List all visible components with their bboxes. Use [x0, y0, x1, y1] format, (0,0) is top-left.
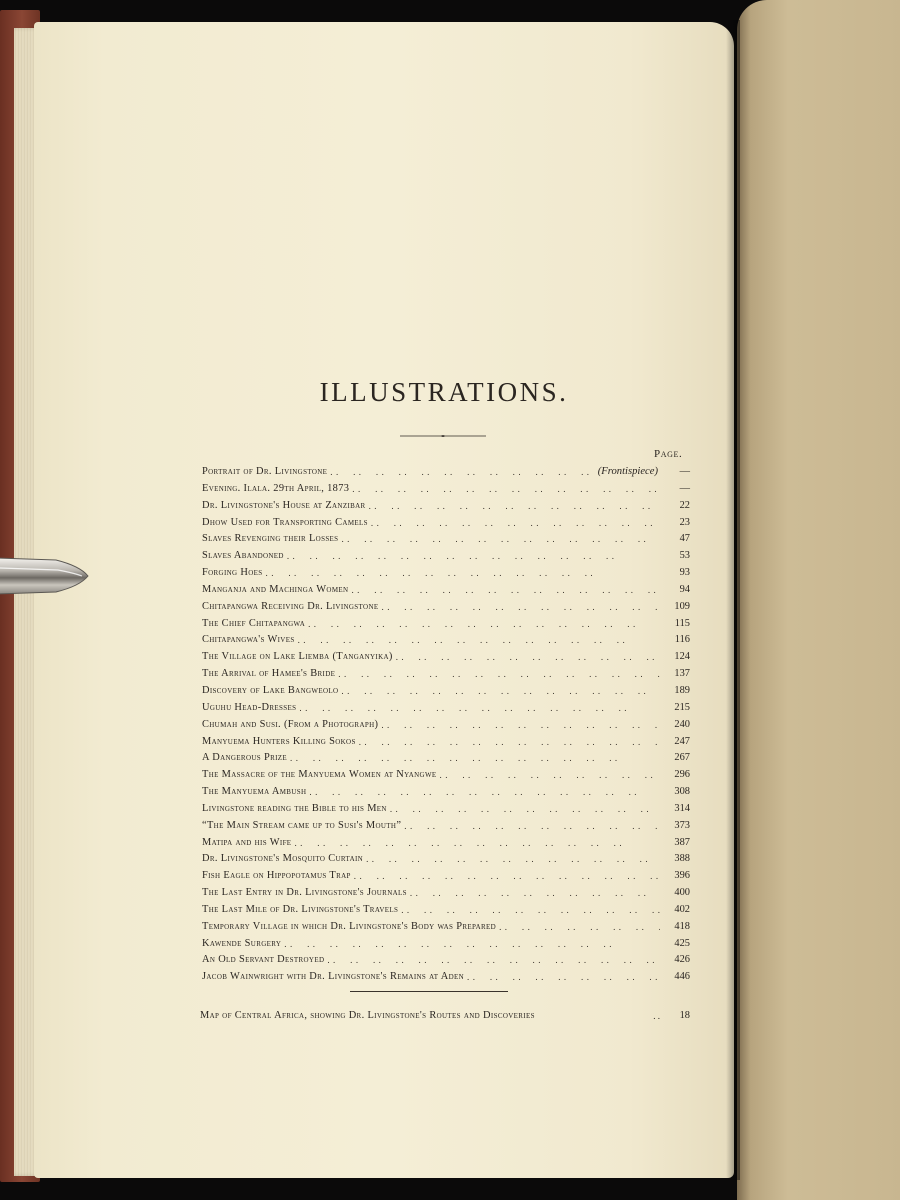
illustration-entry: [202, 632, 692, 649]
illustration-entry: [202, 548, 692, 565]
map-entry-page: 18: [679, 1010, 690, 1021]
illustration-entry: [202, 464, 692, 481]
entry-title: “The Main Stream came up to Susi's Mouth”: [202, 819, 402, 831]
leader-dots: [404, 818, 660, 835]
entry-title: The Last Mile of Dr. Livingstone's Travels: [202, 903, 399, 915]
illustration-entry: [202, 599, 692, 616]
illustration-entry: [202, 885, 692, 902]
leader-dots: [298, 632, 660, 649]
leader-dots: [440, 767, 660, 784]
entry-title: The Village on Lake Liemba (Tanganyika): [202, 651, 393, 663]
entry-note: (Frontispiece): [597, 466, 658, 477]
entry-page: 94: [679, 583, 690, 595]
leader-dots: [290, 750, 660, 767]
leader-dots: [371, 515, 660, 532]
entry-page: 425: [674, 937, 690, 949]
entry-title: Manganja and Machinga Women: [202, 583, 349, 595]
entry-title: Slaves Revenging their Losses: [202, 533, 339, 545]
entry-title: The Massacre of the Manyuema Women at Nyangwe: [202, 769, 437, 781]
entry-page: 116: [674, 634, 690, 646]
entry-page: 22: [679, 499, 690, 511]
page-title: ILLUSTRATIONS.: [319, 377, 569, 407]
illustration-entry: [202, 936, 692, 953]
entry-page: 400: [674, 887, 690, 899]
entry-title: Matipa and his Wife: [202, 836, 292, 848]
ornamental-rule: [400, 435, 486, 437]
illustrations-list: [202, 464, 692, 986]
entry-title: Fish Eagle on Hippopotamus Trap: [202, 870, 351, 882]
illustration-entry: [202, 649, 692, 666]
illustration-entry: [202, 868, 692, 885]
entry-page: 47: [679, 533, 690, 545]
leader-dots: [266, 565, 660, 582]
entry-title: Uguhu Head-Dresses: [202, 701, 297, 713]
entry-page: 23: [679, 516, 690, 528]
entry-page: 314: [674, 802, 690, 814]
entry-title: The Last Entry in Dr. Livingstone's Journals: [202, 887, 407, 899]
entry-title: Kawende Surgery: [202, 937, 282, 949]
leader-dots: [381, 717, 660, 734]
illustration-entry: [202, 582, 692, 599]
illustration-entry: [202, 717, 692, 734]
entry-page: 402: [674, 903, 690, 915]
entry-page: 109: [674, 600, 690, 612]
entry-title: An Old Servant Destroyed: [202, 954, 325, 966]
entry-title: Dhow Used for Transporting Camels: [202, 516, 368, 528]
entry-page: 267: [674, 752, 690, 764]
leader-dots: . .: [653, 1011, 660, 1021]
entry-page: —: [679, 466, 690, 477]
illustration-entry: [202, 498, 692, 515]
leader-dots: [354, 868, 660, 885]
illustration-entry: [202, 919, 692, 936]
entry-page: 124: [674, 651, 690, 663]
entry-page: 388: [674, 853, 690, 865]
section-divider: [350, 991, 508, 992]
leader-dots: [359, 734, 660, 751]
facing-page: [737, 0, 900, 1200]
leader-dots: [396, 649, 660, 666]
leader-dots: [382, 599, 661, 616]
entry-title: Evening. Ilala. 29th April, 1873: [202, 482, 350, 494]
entry-page: 446: [674, 971, 690, 983]
silver-bookmark-icon: [0, 548, 92, 604]
entry-page: 189: [674, 684, 690, 696]
page-column-label: Page.: [654, 448, 683, 460]
entry-title: Chumah and Susi. (From a Photograph): [202, 718, 379, 730]
entry-page: 426: [674, 954, 690, 966]
entry-page: 93: [679, 567, 690, 579]
leader-dots: [369, 498, 660, 515]
leader-dots: [330, 464, 594, 481]
entry-title: Portrait of Dr. Livingstone: [202, 466, 328, 477]
entry-title: Chitapangwa's Wives: [202, 634, 295, 646]
leader-dots: [499, 919, 660, 936]
entry-title: Chitapangwa Receiving Dr. Livingstone: [202, 600, 379, 612]
illustration-entry: [202, 750, 692, 767]
leader-dots: [327, 952, 660, 969]
entry-page: 373: [674, 819, 690, 831]
illustration-entry: [202, 801, 692, 818]
entry-page: 396: [674, 870, 690, 882]
leader-dots: [287, 548, 660, 565]
illustration-entry: [202, 515, 692, 532]
illustration-entry: [202, 835, 692, 852]
illustration-entry: [202, 952, 692, 969]
leader-dots: [338, 666, 660, 683]
leader-dots: [284, 936, 660, 953]
entry-page: —: [679, 482, 690, 494]
leader-dots: [309, 784, 660, 801]
leader-dots: [366, 851, 660, 868]
entry-page: 308: [674, 786, 690, 798]
entry-page: 53: [679, 550, 690, 562]
illustration-entry: [202, 616, 692, 633]
entry-title: Temporary Village in which Dr. Livingstone's Body was Prepared: [202, 920, 497, 932]
illustration-entry: [202, 734, 692, 751]
illustration-entry: [202, 683, 692, 700]
entry-title: Manyuema Hunters Killing Sokos: [202, 735, 356, 747]
entry-page: 240: [674, 718, 690, 730]
entry-title: Livingstone reading the Bible to his Men: [202, 802, 387, 814]
entry-page: 115: [674, 617, 690, 629]
entry-page: 387: [674, 836, 690, 848]
entry-title: The Chief Chitapangwa: [202, 617, 306, 629]
map-entry: [200, 1008, 692, 1024]
book-page: [34, 22, 734, 1178]
entry-title: The Arrival of Hamee's Bride: [202, 668, 336, 680]
leader-dots: [294, 835, 660, 852]
illustration-entry: [202, 784, 692, 801]
leader-dots: [390, 801, 660, 818]
leader-dots: [341, 531, 660, 548]
entry-title: Slaves Abandoned: [202, 550, 284, 562]
leader-dots: [410, 885, 660, 902]
entry-page: 296: [674, 769, 690, 781]
leader-dots: [351, 582, 660, 599]
leader-dots: [352, 481, 660, 498]
illustration-entry: [202, 902, 692, 919]
entry-title: Discovery of Lake Bangweolo: [202, 684, 339, 696]
illustration-entry: [202, 531, 692, 548]
illustration-entry: [202, 565, 692, 582]
illustration-entry: [202, 818, 692, 835]
entry-page: 137: [674, 668, 690, 680]
leader-dots: [467, 969, 660, 986]
entry-page: 247: [674, 735, 690, 747]
entry-title: The Manyuema Ambush: [202, 786, 307, 798]
gutter-shadow: [726, 20, 740, 1180]
entry-title: Dr. Livingstone's Mosquito Curtain: [202, 853, 364, 865]
illustration-entry: [202, 851, 692, 868]
illustration-entry: [202, 666, 692, 683]
illustration-entry: [202, 767, 692, 784]
leader-dots: [299, 700, 660, 717]
entry-page: 418: [674, 920, 690, 932]
entry-page: 215: [674, 701, 690, 713]
leader-dots: [401, 902, 660, 919]
illustration-entry: [202, 700, 692, 717]
illustration-entry: [202, 481, 692, 498]
leader-dots: [308, 616, 660, 633]
illustration-entry: [202, 969, 692, 986]
entry-title: A Dangerous Prize: [202, 752, 288, 764]
entry-title: Jacob Wainwright with Dr. Livingstone's Remains at Aden: [202, 971, 465, 983]
map-entry-title: Map of Central Africa, showing Dr. Livingstone's Routes and Discoveries: [200, 1010, 535, 1021]
leader-dots: [341, 683, 660, 700]
entry-title: Dr. Livingstone's House at Zanzibar: [202, 499, 366, 511]
entry-title: Forging Hoes: [202, 567, 263, 579]
